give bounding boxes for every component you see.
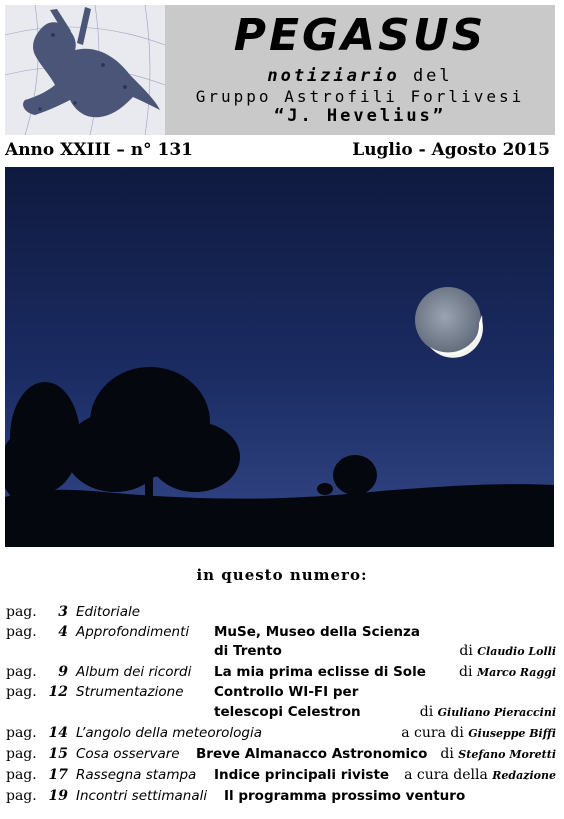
group-name: Gruppo Astrofili Forlivesi <box>195 87 525 106</box>
toc-item <box>6 723 556 743</box>
section-name: L’angolo della meteorologia <box>76 725 263 741</box>
section-name: Album dei ricordi <box>76 664 192 680</box>
page-number: 14 <box>48 725 68 741</box>
section-name: Rassegna stampa <box>76 767 197 783</box>
toc-item <box>6 622 556 642</box>
group-dedication: “J. Hevelius” <box>273 106 447 126</box>
issue-date: Luglio - Agosto 2015 <box>352 140 550 160</box>
toc-item <box>6 662 556 682</box>
pag-label: pag. <box>6 725 37 741</box>
subtitle-rest: del <box>399 66 453 86</box>
section-name: Editoriale <box>76 604 141 620</box>
article-title-line2: telescopi Celestron <box>214 704 361 720</box>
article-title: Indice principali riviste <box>214 767 390 783</box>
pag-label: pag. <box>6 746 37 762</box>
section-name: Incontri settimanali <box>76 788 208 804</box>
by-label: a cura di <box>401 725 464 741</box>
pag-label: pag. <box>6 767 37 783</box>
pag-label: pag. <box>6 788 37 804</box>
article-title: MuSe, Museo della Scienza <box>214 624 420 640</box>
author-credit <box>459 641 556 662</box>
by-label: di <box>459 643 473 659</box>
toc-item <box>6 765 556 785</box>
pag-label: pag. <box>6 684 37 700</box>
author-name: Redazione <box>492 769 556 782</box>
newsletter-title: PEGASUS <box>233 10 487 61</box>
toc-item-continued <box>6 641 556 661</box>
author-credit <box>420 702 556 723</box>
pag-label: pag. <box>6 604 37 620</box>
author-name: Claudio Lolli <box>477 645 556 658</box>
cover-photo-moon <box>5 167 554 547</box>
page-number: 17 <box>48 767 68 783</box>
pegasus-constellation-logo <box>5 5 165 135</box>
issue-number: Anno XXIII – n° 131 <box>5 140 194 160</box>
article-title: La mia prima eclisse di Sole <box>214 664 426 680</box>
newsletter-subtitle <box>170 66 550 86</box>
toc-item <box>6 682 556 702</box>
article-title: Breve Almanacco Astronomico <box>196 746 428 762</box>
article-title-line2: di Trento <box>214 643 282 659</box>
author-credit <box>404 765 556 786</box>
by-label: a cura della <box>404 767 488 783</box>
pag-label: pag. <box>6 624 37 640</box>
section-name: Approfondimenti <box>76 624 190 640</box>
article-title: Controllo WI-FI per <box>214 684 359 700</box>
author-name: Giuliano Pieraccini <box>437 706 556 719</box>
author-credit <box>459 662 556 683</box>
page-number: 15 <box>48 746 68 762</box>
author-name: Giuseppe Biffi <box>468 727 556 740</box>
by-label: di <box>459 664 473 680</box>
by-label: di <box>419 704 434 720</box>
page-number: 19 <box>48 788 68 804</box>
by-label: di <box>440 746 454 762</box>
toc-item-continued <box>6 702 556 722</box>
section-name: Strumentazione <box>76 684 184 700</box>
article-title: Il programma prossimo venturo <box>224 788 466 804</box>
toc-item <box>6 602 556 622</box>
section-name: Cosa osservare <box>76 746 180 762</box>
toc-item <box>6 744 556 764</box>
page-number: 4 <box>58 624 68 640</box>
author-credit <box>401 723 556 744</box>
author-credit <box>440 744 556 765</box>
page-number: 12 <box>48 684 68 700</box>
page-number: 3 <box>58 604 68 620</box>
toc-heading: in questo numero: <box>196 566 368 584</box>
pag-label: pag. <box>6 664 37 680</box>
author-name: Marco Raggi <box>476 666 556 679</box>
page-number: 9 <box>58 664 68 680</box>
author-name: Stefano Moretti <box>458 748 556 761</box>
toc-item <box>6 786 556 806</box>
subtitle-word: notiziario <box>267 66 400 86</box>
